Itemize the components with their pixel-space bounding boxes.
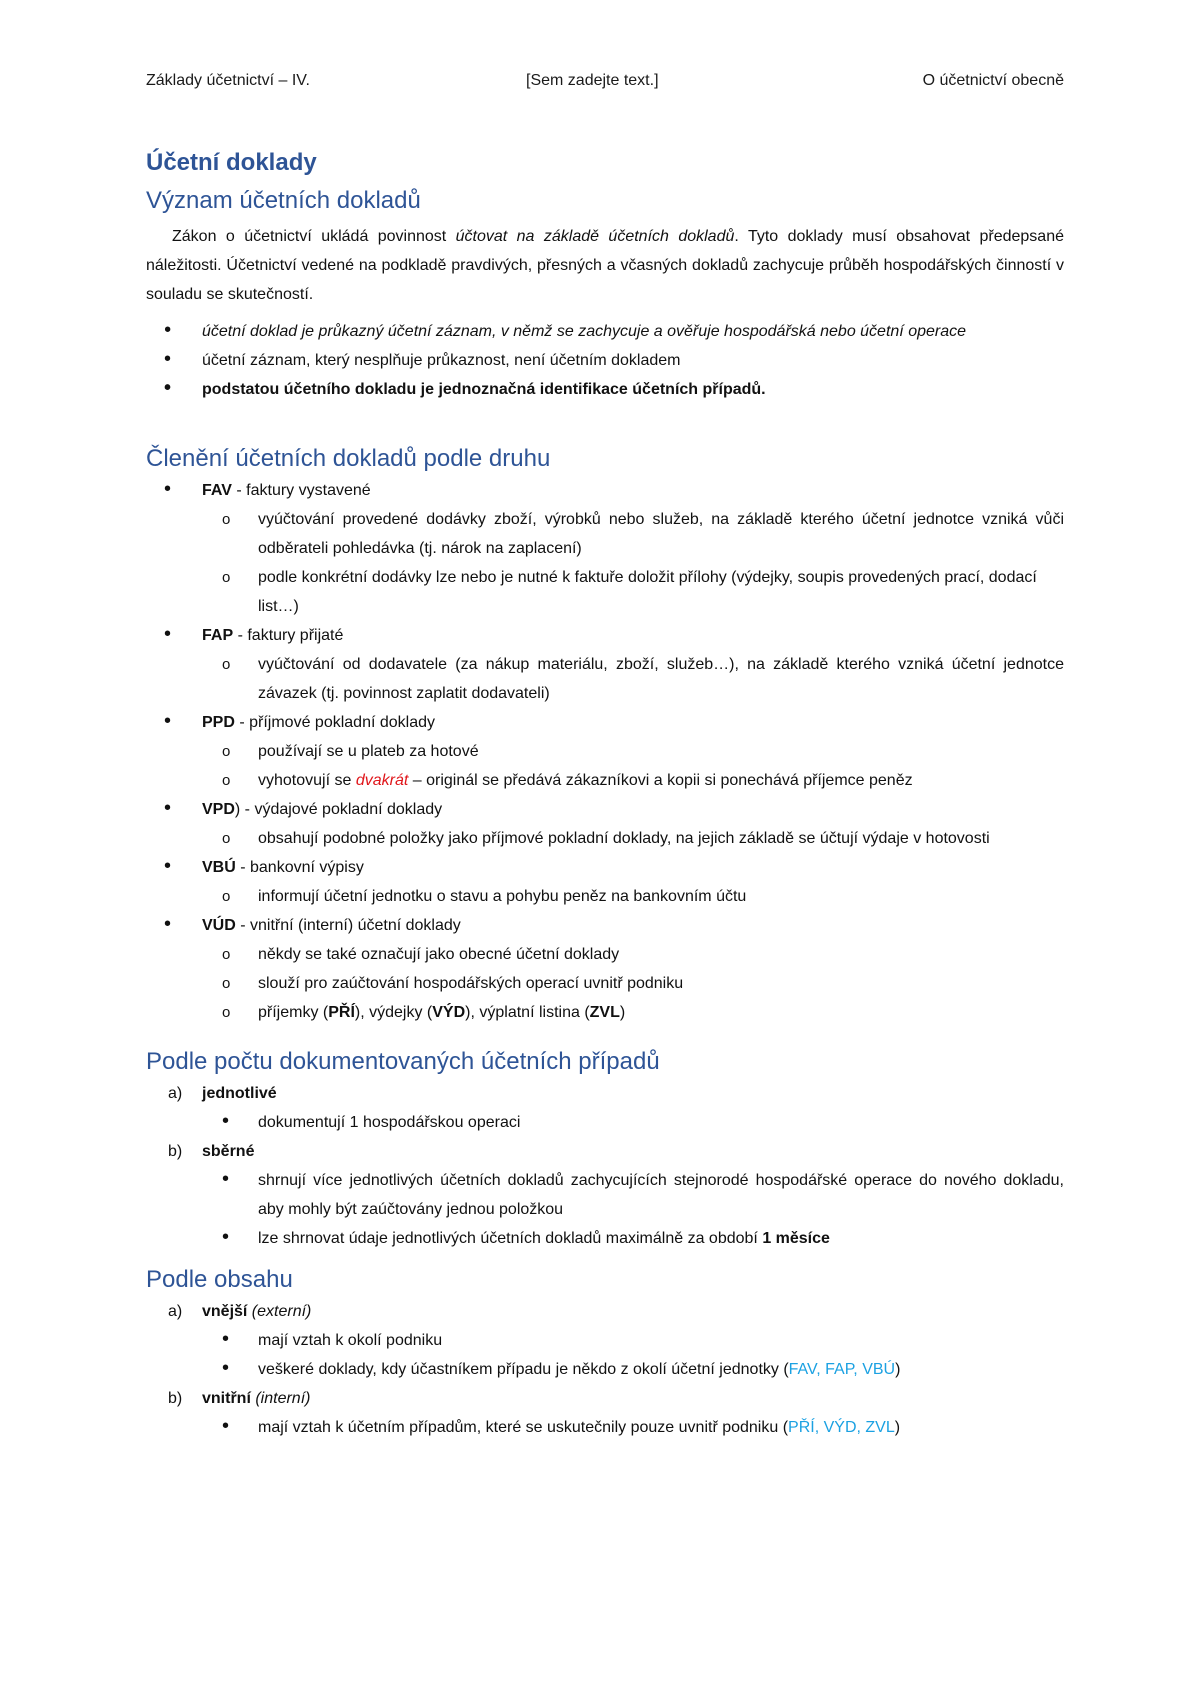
fap-detail: o vyúčtování od dodavatele (za nákup materiálu, zboží, služeb…), na základě kterého vzniká účetní jednotce závazek (tj. povinnost zaplatit dodavateli) — [146, 650, 1064, 708]
ppd-detail-emphasis: dvakrát — [355, 772, 409, 789]
doc-type-list-vpd — [146, 795, 1064, 824]
content-list-b — [146, 1384, 1064, 1413]
doc-type-list-fap — [146, 621, 1064, 650]
content-item-b — [146, 1384, 1064, 1413]
content-detail — [146, 1355, 1064, 1384]
fap-desc: - faktury přijaté — [233, 627, 344, 644]
vud-text: ) — [619, 1004, 626, 1021]
content-item-a — [146, 1297, 1064, 1326]
content-detail-text: ) — [895, 1361, 901, 1378]
intro-text-a: Zákon o účetnictví ukládá povinnost — [172, 228, 456, 245]
vud-detail: o někdy se také označují jako obecné účetní doklady — [146, 940, 1064, 969]
vbu-abbr: VBÚ — [202, 859, 236, 876]
fav-details — [146, 505, 1064, 621]
vud-code: VÝD — [432, 1004, 466, 1021]
heading-podle-obsahu: Podle obsahu — [146, 1266, 293, 1293]
document-body — [146, 146, 1064, 1442]
content-detail-codes: PŘÍ, VÝD, ZVL — [788, 1419, 895, 1436]
content-detail-text: veškeré doklady, kdy účastníkem případu je někdo z okolí účetní jednotky ( — [258, 1361, 789, 1378]
count-list-b — [146, 1137, 1064, 1166]
content-label: vnitřní — [202, 1390, 251, 1407]
ppd-details — [146, 737, 1064, 795]
fav-detail: o podle konkrétní dodávky lze nebo je nutné k faktuře doložit přílohy (výdejky, soupis provedených prací, dodací list…) — [146, 563, 1064, 621]
vud-detail — [146, 998, 1064, 1027]
content-detail — [146, 1413, 1064, 1442]
count-detail — [146, 1224, 1064, 1253]
vud-text: ), výplatní listina ( — [465, 1004, 590, 1021]
content-a-details — [146, 1326, 1064, 1384]
count-a-details — [146, 1108, 1064, 1137]
fav-detail: o vyúčtování provedené dodávky zboží, výrobků nebo služeb, na základě kterého účetní jednotce vzniká vůči odběrateli pohledávka (tj. nárok na zaplacení) — [146, 505, 1064, 563]
heading-podle-poctu: Podle počtu dokumentovaných účetních případů — [146, 1048, 660, 1075]
content-detail: • mají vztah k okolí podniku — [146, 1326, 1064, 1355]
vud-details — [146, 940, 1064, 1027]
count-item-b — [146, 1137, 1064, 1166]
vud-text: ), výdejky ( — [354, 1004, 433, 1021]
content-list — [146, 1297, 1064, 1326]
intro-emphasis: účtovat na základě účetních dokladů — [455, 228, 735, 245]
heading-cleneni: Členění účetních dokladů podle druhu — [146, 445, 551, 472]
content-detail-text: mají vztah k účetním případům, které se uskutečnily pouze uvnitř podniku ( — [258, 1419, 789, 1436]
vud-abbr: VÚD — [202, 917, 236, 934]
definition-list — [146, 317, 1064, 404]
doc-type-fap — [146, 621, 1064, 650]
vud-code: ZVL — [589, 1004, 620, 1021]
vpd-abbr: VPD — [202, 801, 235, 818]
vpd-detail: o obsahují podobné položky jako příjmové pokladní doklady, na jejich základě se účtují výdaje v hotovosti — [146, 824, 1064, 853]
count-label: jednotlivé — [202, 1085, 277, 1102]
definition-item: • účetní doklad je průkazný účetní záznam, v němž se zachycuje a ověřuje hospodářská nebo účetní operace — [146, 317, 1064, 346]
list-marker: b) — [168, 1143, 183, 1160]
heading-vyznam: Význam účetních dokladů — [146, 187, 421, 214]
vud-code: PŘÍ — [328, 1004, 355, 1021]
content-label: vnější — [202, 1303, 248, 1320]
doc-type-list-vbu — [146, 853, 1064, 882]
ppd-abbr: PPD — [202, 714, 235, 731]
document-title: Účetní doklady — [146, 149, 317, 176]
intro-text-b: . Tyto doklady musí obsahovat předepsané náležitosti. Účetnictví vedené na podkladě pravdivých, přesných a včasných dokladů zachycuje průběh hospodářských činností v souladu se skutečností. — [146, 228, 1064, 303]
header-right: O účetnictví obecně — [922, 72, 1064, 89]
vbu-details — [146, 882, 1064, 911]
list-marker: a) — [168, 1303, 183, 1320]
ppd-detail — [146, 766, 1064, 795]
doc-type-list — [146, 476, 1064, 505]
vud-detail: o slouží pro zaúčtování hospodářských operací uvnitř podniku — [146, 969, 1064, 998]
ppd-desc: - příjmové pokladní doklady — [234, 714, 436, 731]
count-detail: • dokumentují 1 hospodářskou operaci — [146, 1108, 1064, 1137]
definition-item: • účetní záznam, který nesplňuje průkaznost, není účetním dokladem — [146, 346, 1064, 375]
count-detail-bold: 1 měsíce — [762, 1230, 830, 1247]
vpd-details — [146, 824, 1064, 853]
intro-paragraph — [146, 222, 1064, 309]
count-detail-text: lze shrnovat údaje jednotlivých účetních dokladů maximálně za období — [258, 1230, 763, 1247]
content-detail-codes: FAV, FAP, VBÚ — [788, 1361, 896, 1378]
vud-text: příjemky ( — [258, 1004, 329, 1021]
count-b-details — [146, 1166, 1064, 1253]
doc-type-vpd — [146, 795, 1064, 824]
fav-desc: - faktury vystavené — [231, 482, 371, 499]
doc-type-vud — [146, 911, 1064, 940]
vpd-desc: ) - výdajové pokladní doklady — [234, 801, 443, 818]
vbu-detail: o informují účetní jednotku o stavu a pohybu peněz na bankovním účtu — [146, 882, 1064, 911]
fap-details — [146, 650, 1064, 708]
definition-item: • podstatou účetního dokladu je jednoznačná identifikace účetních případů. — [146, 375, 1064, 404]
doc-type-list-vud — [146, 911, 1064, 940]
ppd-detail: o používají se u plateb za hotové — [146, 737, 1064, 766]
fap-abbr: FAP — [202, 627, 234, 644]
count-detail: • shrnují více jednotlivých účetních dokladů zachycujících stejnorodé hospodářské operace do nového dokladu, aby mohly být zaúčtovány jednou položkou — [146, 1166, 1064, 1224]
vud-desc: - vnitřní (interní) účetní doklady — [235, 917, 461, 934]
fav-abbr: FAV — [202, 482, 232, 499]
vbu-desc: - bankovní výpisy — [235, 859, 364, 876]
ppd-detail-text-b: – originál se předává zákazníkovi a kopii si ponechává příjemce peněz — [408, 772, 913, 789]
count-label: sběrné — [202, 1143, 255, 1160]
header-left: Základy účetnictví – IV. — [146, 72, 310, 89]
ppd-detail-text-a: vyhotovují se — [258, 772, 356, 789]
count-item-a — [146, 1079, 1064, 1108]
doc-type-vbu — [146, 853, 1064, 882]
doc-type-fav — [146, 476, 1064, 505]
content-paren: (interní) — [250, 1390, 311, 1407]
list-marker: a) — [168, 1085, 183, 1102]
list-marker: b) — [168, 1390, 183, 1407]
content-detail-text: ) — [894, 1419, 901, 1436]
doc-type-list-ppd — [146, 708, 1064, 737]
header-placeholder[interactable]: [Sem zadejte text.] — [526, 72, 659, 89]
content-b-details — [146, 1413, 1064, 1442]
content-paren: (externí) — [247, 1303, 312, 1320]
doc-type-ppd — [146, 708, 1064, 737]
count-list — [146, 1079, 1064, 1108]
